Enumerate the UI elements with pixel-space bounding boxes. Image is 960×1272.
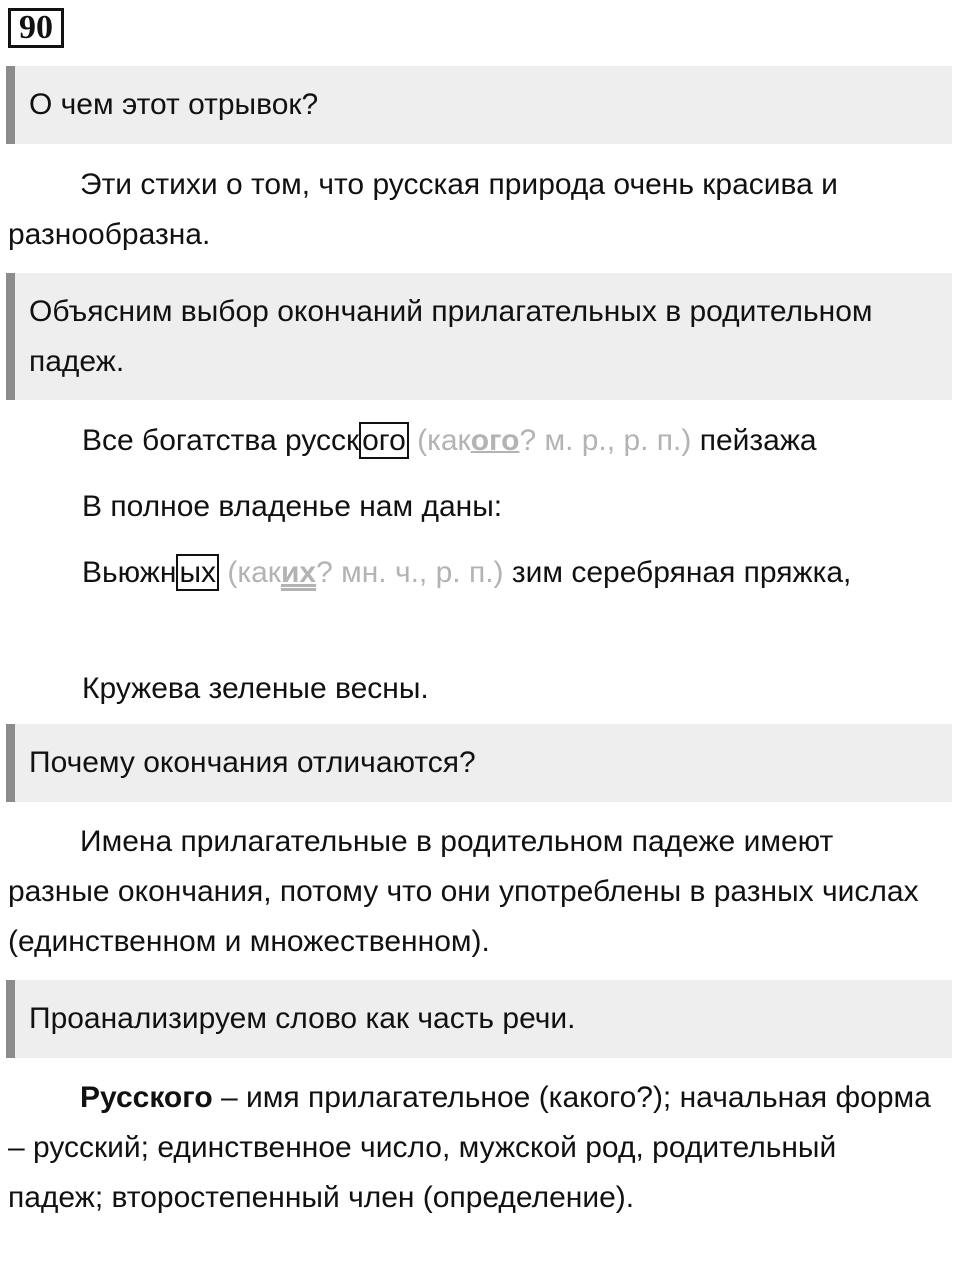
poem-line-1-after: пейзажа <box>691 424 817 457</box>
question-2-text: Объясним выбор окончаний прилагательных в родительном падеж. <box>29 294 873 378</box>
answer-1: Эти стихи о том, что русская природа очень красива и разнообразна. <box>8 168 838 251</box>
poem-line-1-ending: ого <box>359 422 409 459</box>
question-box-1 <box>6 66 952 144</box>
poem-line-3-stem: Вьюжн <box>82 556 177 589</box>
question-box-4 <box>6 980 952 1058</box>
poem-line-1-hint-close: ? м. р., р. п.) <box>519 424 692 457</box>
question-box-2 <box>6 273 952 400</box>
poem-line-3 <box>8 548 938 598</box>
question-box-3 <box>6 724 952 802</box>
poem-line-3-hint-open: (как <box>219 556 281 589</box>
question-4-text: Проанализируем слово как часть речи. <box>29 1002 576 1035</box>
poem-line-2: В полное владенье нам даны: <box>82 490 503 523</box>
analysis-text: – имя прилагательное (какого?); начальная форма – русский; единственное число, мужской род, родительный падеж; второстепенный член (определение). <box>8 1081 931 1214</box>
poem-line-3-hint-close: ? мн. ч., р. п.) <box>316 556 504 589</box>
poem-line-3-ending: ых <box>176 554 219 591</box>
answer-4 <box>8 1073 938 1223</box>
poem-line-4: Кружева зеленые весны. <box>82 672 429 705</box>
poem-line-3-hint-ending: их <box>280 556 317 589</box>
poem-line-1-hint <box>409 424 692 457</box>
poem-line-1-hint-ending: ого <box>470 424 520 457</box>
question-1-text: О чем этот отрывок? <box>29 88 319 121</box>
question-3-text: Почему окончания отличаются? <box>29 746 476 779</box>
task-number: 90 <box>8 8 64 48</box>
analyzed-word: Русского <box>80 1081 213 1114</box>
poem-line-1-hint-open: (как <box>408 424 471 457</box>
answer-3: Имена прилагательные в родительном падеже имеют разные окончания, потому что они употреблены в разных числах (единственном и множественном). <box>8 825 919 958</box>
poem-line-1-stem: Все богатства русск <box>82 424 360 457</box>
poem-line-1 <box>8 416 938 466</box>
poem-line-3-after: зим серебряная пряжка, <box>503 556 852 589</box>
poem-line-3-hint <box>219 556 504 589</box>
